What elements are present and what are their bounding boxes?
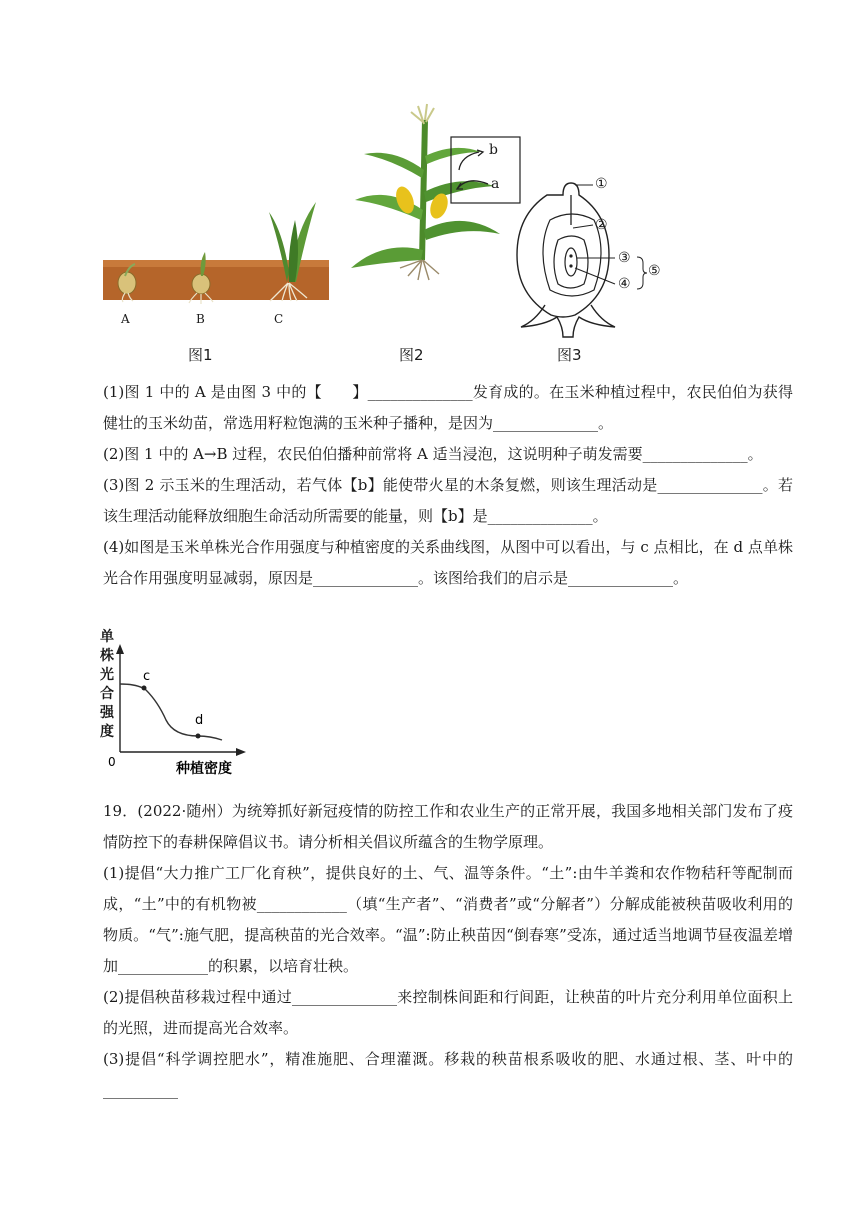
fig2-label-a: a (491, 176, 500, 192)
q18-part-3: (3)图 2 示玉米的生理活动，若气体【b】能使带火星的木条复燃，则该生理活动是______________。若该生理活动能释放细胞生命活动所需要的能量，则【b】是______________。 (103, 476, 793, 525)
origin-label: 0 (108, 755, 116, 769)
y-axis-arrow (116, 644, 124, 654)
q18-part-2: (2)图 1 中的 A→B 过程，农民伯伯播种前常将 A 适当浸泡，这说明种子萌发需要______________。 (103, 445, 763, 463)
q19-part-2: (2)提倡秧苗移栽过程中通过______________来控制株间距和行间距，让秧苗的叶片充分利用单位面积上的光照，进而提高光合效率。 (103, 988, 793, 1037)
q19-part-1: (1)提倡“大力推广工厂化育秧”，提供良好的土、气、温等条件。“土”:由牛羊粪和农作物秸秆等配制而成，“土”中的有机物被____________（填“生产者”、“消费者”或“分解者”）分解成能被秧苗吸收利用的物质。“气”:施气肥，提高秧苗的光合效率。“温”:防止秧苗因“倒春寒”受冻，通过适当地调节昼夜温差增加____________的积累，以培育壮秧。 (103, 864, 793, 975)
x-axis-arrow (236, 748, 246, 756)
question-18 (103, 377, 793, 594)
point-d-label: d (195, 713, 204, 728)
fig3-label-2: ② (595, 217, 608, 233)
q18-part-4: (4)如图是玉米单株光合作用强度与种植密度的关系曲线图，从图中可以看出，与 c 点相比，在 d 点单株光合作用强度明显减弱，原因是______________。该图给我们的启示是______________。 (103, 538, 793, 587)
y-axis-label: 单 株 光 合 强 度 (100, 629, 114, 740)
fig2-label-b: b (489, 142, 498, 158)
fig1-label-a: A (121, 312, 130, 326)
fig1-label-c: C (274, 312, 284, 326)
q19-intro: 19．(2022·随州）为统筹抓好新冠疫情的防控工作和农业生产的正常开展，我国多地相关部门发布了疫情防控下的春耕保障倡议书。请分析相关倡议所蕴含的生物学原理。 (103, 802, 793, 851)
fig2-caption: 图2 (399, 346, 424, 364)
point-d (196, 734, 201, 739)
fig3-label-3: ③ (618, 250, 631, 266)
density-curve (120, 684, 222, 740)
point-c (142, 686, 147, 691)
point-c-label: c (143, 669, 151, 684)
chart-axes (116, 644, 246, 756)
q18-part-1: (1)图 1 中的 A 是由图 3 中的【 】______________发育成的。在玉米种植过程中，农民伯伯为获得健壮的玉米幼苗，常选用籽粒饱满的玉米种子播种，是因为______________。 (103, 383, 793, 432)
figures-illustration (95, 100, 775, 375)
x-axis-label: 种植密度 (176, 761, 232, 777)
fig1-label-b: B (196, 312, 205, 326)
density-curve-chart (98, 628, 258, 778)
fig2-corn-plant (351, 104, 520, 280)
fig3-label-4: ④ (618, 276, 631, 292)
fig3-label-5: ⑤ (648, 263, 661, 279)
figures-row (95, 100, 775, 375)
chart-svg (98, 628, 258, 778)
fig1-caption: 图1 (188, 346, 213, 364)
question-19 (103, 796, 793, 1106)
q19-part-3: (3)提倡“科学调控肥水”，精准施肥、合理灌溉。移栽的秧苗根系吸收的肥、水通过根、茎、叶中的__________ (103, 1050, 793, 1099)
fig3-label-1: ① (595, 176, 608, 192)
fig3-caption: 图3 (557, 346, 582, 364)
